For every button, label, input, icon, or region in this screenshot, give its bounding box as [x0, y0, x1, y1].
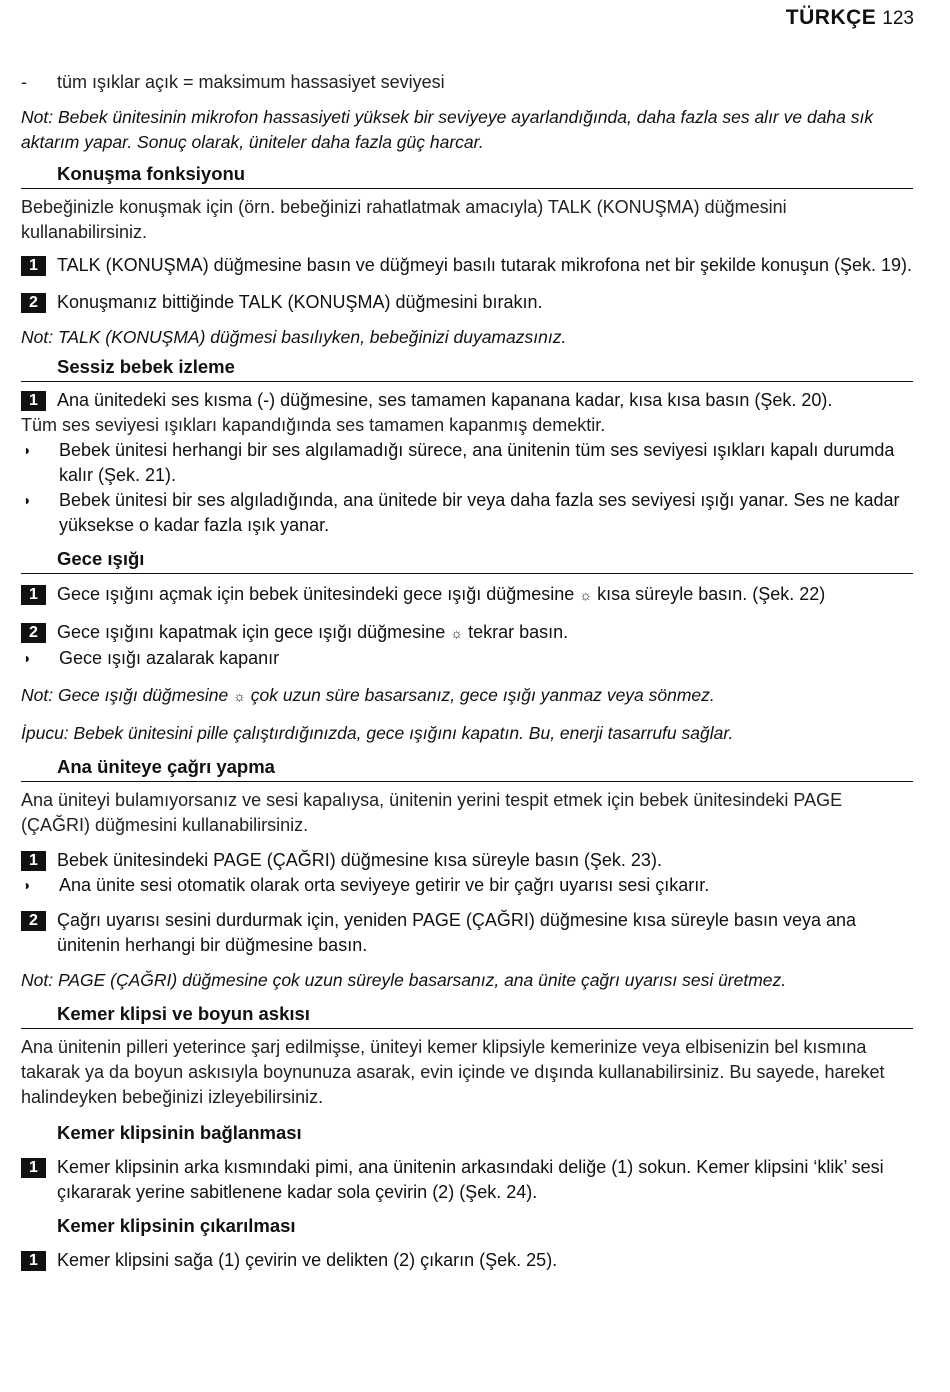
silent-result-1 — [21, 438, 913, 488]
bullet-all-lights — [21, 70, 913, 95]
step-text: Gece ışığını açmak için bebek ünitesindeki gece ışığı düğmesine ☼ kısa süreyle basın. (Şek. 22) — [57, 584, 826, 604]
result-text: Bebek ünitesi herhangi bir ses algılamadığı sürece, ana ünitenin tüm ses seviyesi ışıkları kapalı durumda kalır (Şek. 21). — [59, 440, 895, 485]
belt-body: Ana ünitenin pilleri yeterince şarj edilmişse, üniteyi kemer klipsiyle kemerinize veya elbisenizin bel kısmına takarak ya da boyun askısıyla boynunuza asarak, evin içinde ve dışında kullanabilirsiniz. Bu sayede, hareket halindeyken bebeğinizi izleyebilirsiniz. — [21, 1037, 885, 1107]
note-night-light: Not: Gece ışığı düğmesine ☼ çok uzun süre basarsanız, gece ışığı yanmaz veya sönmez. — [21, 685, 715, 705]
step-text: Kemer klipsinin arka kısmındaki pimi, ana ünitenin arkasındaki deliğe (1) sokun. Kemer klipsini ‘klik’ sesi çıkararak yerine sabitlenene kadar sola çevirin (2) (Şek. 24). — [57, 1157, 884, 1202]
page-content — [21, 70, 913, 1273]
result-text: Gece ışığı azalarak kapanır — [59, 648, 280, 668]
result-arrow-icon: ◗ — [23, 650, 32, 666]
result-text: Bebek ünitesi bir ses algıladığında, ana ünitede bir veya daha fazla ses seviyesi ışığı yanar. Ses ne kadar yüksekse o kadar fazla ışık yanar. — [59, 490, 900, 535]
step-number: 2 — [21, 911, 46, 931]
page-step-1 — [21, 848, 913, 873]
step-number: 1 — [21, 1251, 46, 1271]
step-number: 1 — [21, 585, 46, 605]
section-heading-page: Ana üniteye çağrı yapma — [21, 756, 913, 782]
note-mic-sensitivity: Not: Bebek ünitesinin mikrofon hassasiyeti yüksek bir seviyeye ayarlandığında, daha fazla ses alır ve daha sık aktarım yapar. Sonuç olarak, üniteler daha fazla güç harcar. — [21, 107, 874, 152]
bullet-text: tüm ışıklar açık = maksimum hassasiyet seviyesi — [57, 72, 445, 92]
step-text: Çağrı uyarısı sesini durdurmak için, yeniden PAGE (ÇAĞRI) düğmesine kısa süreyle basın veya ana ünitenin herhangi bir düğmesine basın. — [57, 910, 857, 955]
result-arrow-icon: ◗ — [23, 492, 32, 508]
note-talk: Not: TALK (KONUŞMA) düğmesi basılıyken, bebeğinizi duyamazsınız. — [21, 327, 567, 347]
dash-icon: - — [21, 72, 27, 92]
page-result — [21, 873, 913, 898]
night-result — [21, 646, 913, 671]
step-text: Kemer klipsini sağa (1) çevirin ve delikten (2) çıkarın (Şek. 25). — [57, 1250, 558, 1270]
step-text: Ana ünitedeki ses kısma (-) düğmesine, ses tamamen kapanana kadar, kısa kısa basın (Şek. 20). — [57, 390, 833, 410]
detach-step-1 — [21, 1248, 913, 1273]
step-text: Konuşmanız bittiğinde TALK (KONUŞMA) düğmesini bırakın. — [57, 292, 543, 312]
page-number: 123 — [882, 8, 914, 29]
section-heading-talk: Konuşma fonksiyonu — [21, 163, 913, 189]
language-label: TÜRKÇE — [785, 6, 877, 29]
page-header — [786, 6, 914, 30]
night-step-2 — [21, 620, 913, 646]
section-heading-silent: Sessiz bebek izleme — [21, 356, 913, 382]
step-text: Bebek ünitesindeki PAGE (ÇAĞRI) düğmesine kısa süreyle basın (Şek. 23). — [57, 850, 662, 870]
night-light-icon: ☼ — [450, 625, 464, 641]
silent-result-2 — [21, 488, 913, 538]
step-number: 1 — [21, 1158, 46, 1178]
step-number: 1 — [21, 256, 46, 276]
step-number: 1 — [21, 391, 46, 411]
result-text: Ana ünite sesi otomatik olarak orta seviyeye getirir ve bir çağrı uyarısı sesi çıkarır. — [59, 875, 710, 895]
subheading-detach-clip: Kemer klipsinin çıkarılması — [57, 1215, 296, 1236]
note-page: Not: PAGE (ÇAĞRI) düğmesine çok uzun süreyle basarsanız, ana ünite çağrı uyarısı sesi üretmez. — [21, 970, 787, 990]
silent-step-1-continuation: Tüm ses seviyesi ışıkları kapandığında ses tamamen kapanmış demektir. — [21, 415, 606, 435]
section-heading-belt-clip: Kemer klipsi ve boyun askısı — [21, 1003, 913, 1029]
tip-night-light: İpucu: Bebek ünitesini pille çalıştırdığınızda, gece ışığını kapatın. Bu, enerji tasarrufu sağlar. — [21, 723, 734, 743]
night-light-icon: ☼ — [233, 688, 246, 704]
night-light-icon: ☼ — [579, 587, 593, 603]
step-number: 2 — [21, 623, 46, 643]
result-arrow-icon: ◗ — [23, 442, 32, 458]
talk-body: Bebeğinizle konuşmak için (örn. bebeğinizi rahatlatmak amacıyla) TALK (KONUŞMA) düğmesini kullanabilirsiniz. — [21, 197, 787, 242]
page-step-2 — [21, 908, 913, 958]
result-arrow-icon: ◗ — [23, 877, 32, 893]
page-body: Ana üniteyi bulamıyorsanız ve sesi kapalıysa, ünitenin yerini tespit etmek için bebek ünitesindeki PAGE (ÇAĞRI) düğmesini kullanabilirsiniz. — [21, 790, 843, 835]
subheading-attach-clip: Kemer klipsinin bağlanması — [57, 1122, 302, 1143]
step-number: 2 — [21, 293, 46, 313]
night-step-1 — [21, 582, 913, 608]
attach-step-1 — [21, 1155, 913, 1205]
step-text: Gece ışığını kapatmak için gece ışığı düğmesine ☼ tekrar basın. — [57, 622, 569, 642]
step-text: TALK (KONUŞMA) düğmesine basın ve düğmeyi basılı tutarak mikrofona net bir şekilde konuşun (Şek. 19). — [57, 255, 913, 275]
step-number: 1 — [21, 851, 46, 871]
talk-step-1 — [21, 253, 913, 278]
section-heading-night-light: Gece ışığı — [21, 548, 913, 574]
talk-step-2 — [21, 290, 913, 315]
silent-step-1 — [21, 388, 913, 413]
